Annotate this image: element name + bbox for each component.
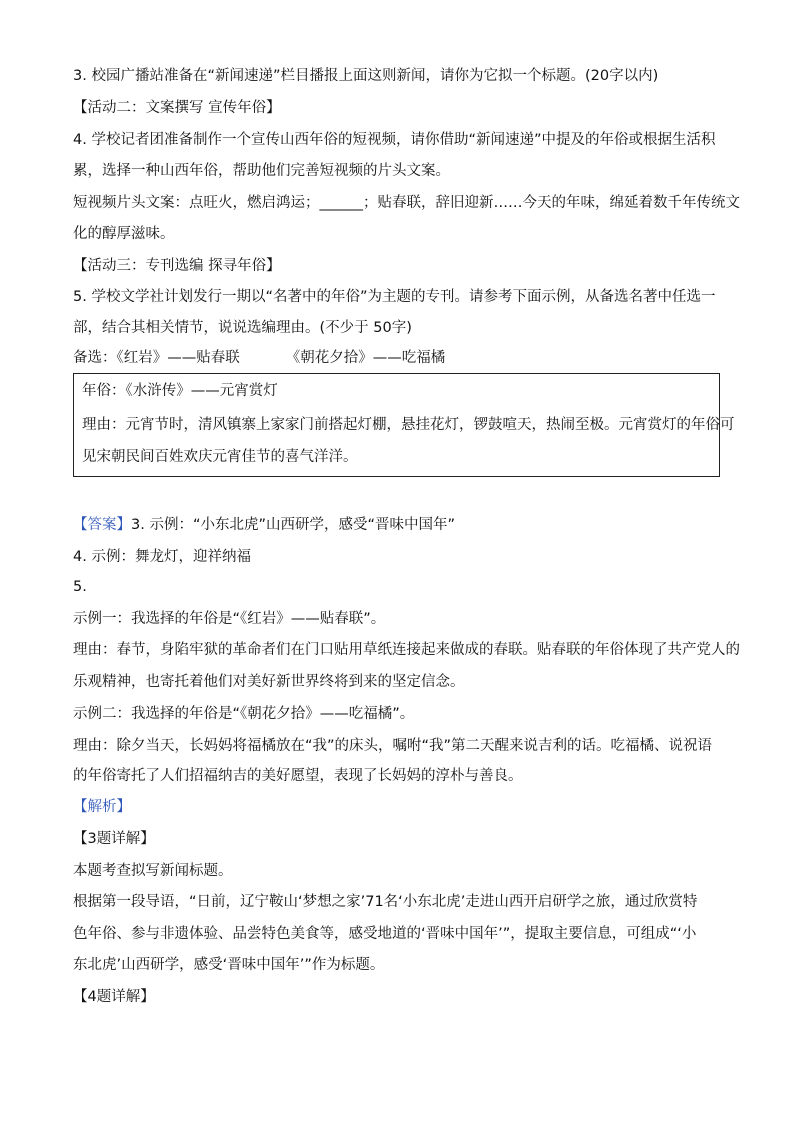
option-hongyan: 《红岩》——贴春联 <box>116 350 240 366</box>
options-prefix: 备选： <box>73 350 117 366</box>
answer-3: 3. 示例：“小东北虎”山西研学，感受“晋味中国年” <box>131 517 455 533</box>
question-5-line-2: 部，结合其相关情节，说说选编理由。(不少于 50字) <box>73 320 412 336</box>
detail-3-line-2: 根据第一段导语，“日前，辽宁鞍山‘梦想之家’71名‘小东北虎’走进山西开启研学之旅，通过欣赏特 <box>73 894 698 910</box>
example-reason-line-2: 见宋朝民间百姓欢庆元宵佳节的喜气洋洋。 <box>82 449 358 465</box>
answer-5-number: 5. <box>73 579 87 595</box>
question-5-line-1: 5. 学校文学社计划发行一期以“名著中的年俗”为主题的专刊。请参考下面示例，从备选名著中任选一 <box>73 289 716 305</box>
question-4-line-1: 4. 学校记者团准备制作一个宣传山西年俗的短视频，请你借助“新闻速递”中提及的年俗或根据生活积 <box>73 132 716 148</box>
question-4-line-2: 累，选择一种山西年俗，帮助他们完善短视频的片头文案。 <box>73 163 450 179</box>
detail-3-heading: 【3题详解】 <box>73 831 155 847</box>
answer-example-2-reason-2: 的年俗寄托了人们招福纳吉的美好愿望，表现了长妈妈的淳朴与善良。 <box>73 768 523 784</box>
answer-example-2-title: 示例二：我选择的年俗是“《朝花夕拾》——吃福橘”。 <box>73 706 415 722</box>
answer-line-3 <box>73 515 723 535</box>
options-line <box>73 348 723 368</box>
detail-3-line-3: 色年俗、参与非遗体验、品尝特色美食等，感受地道的‘晋味中国年’”，提取主要信息，可组成“‘小 <box>73 926 697 942</box>
option-zhaohuaxishi: 《朝花夕拾》——吃福橘 <box>285 350 446 366</box>
answer-example-1-reason-2: 乐观精神，也寄托着他们对美好新世界终将到来的坚定信念。 <box>73 674 465 690</box>
example-reason-line-1: 理由：元宵节时，清风镇寨上家家门前搭起灯棚，悬挂花灯，锣鼓喧天，热闹至极。元宵赏灯的年俗可 <box>82 417 735 433</box>
answer-example-2-reason-1: 理由：除夕当天，长妈妈将福橘放在“我”的床头，嘱咐“我”第二天醒来说吉利的话。吃福橘、说祝语 <box>73 738 713 754</box>
example-box <box>73 373 735 477</box>
video-copy-line-2: 化的醇厚滋味。 <box>73 226 175 242</box>
answer-tag: 【答案】 <box>73 517 131 533</box>
activity-2-heading: 【活动二：文案撰写 宣传年俗】 <box>73 100 281 116</box>
detail-3-line-4: 东北虎’山西研学，感受‘晋味中国年’”作为标题。 <box>73 957 385 973</box>
answer-example-1-title: 示例一：我选择的年俗是“《红岩》——贴春联”。 <box>73 611 386 627</box>
analysis-tag: 【解析】 <box>73 799 131 815</box>
video-copy-line-1: 短视频片头文案：点旺火，燃启鸿运；______；贴春联，辞旧迎新……今天的年味，绵延着数千年传统文 <box>73 195 740 211</box>
detail-4-heading: 【4题详解】 <box>73 989 155 1005</box>
example-custom: 年俗：《水浒传》——元宵赏灯 <box>82 383 278 399</box>
answer-example-1-reason-1: 理由：春节，身陷牢狱的革命者们在门口贴用草纸连接起来做成的春联。贴春联的年俗体现了共产党人的 <box>73 642 740 658</box>
activity-3-heading: 【活动三：专刊选编 探寻年俗】 <box>73 258 281 274</box>
detail-3-line-1: 本题考查拟写新闻标题。 <box>73 863 233 879</box>
question-3: 3. 校园广播站准备在“新闻速递”栏目播报上面这则新闻，请你为它拟一个标题。(20字以内) <box>73 68 659 84</box>
answer-4: 4. 示例：舞龙灯，迎祥纳福 <box>73 549 251 565</box>
